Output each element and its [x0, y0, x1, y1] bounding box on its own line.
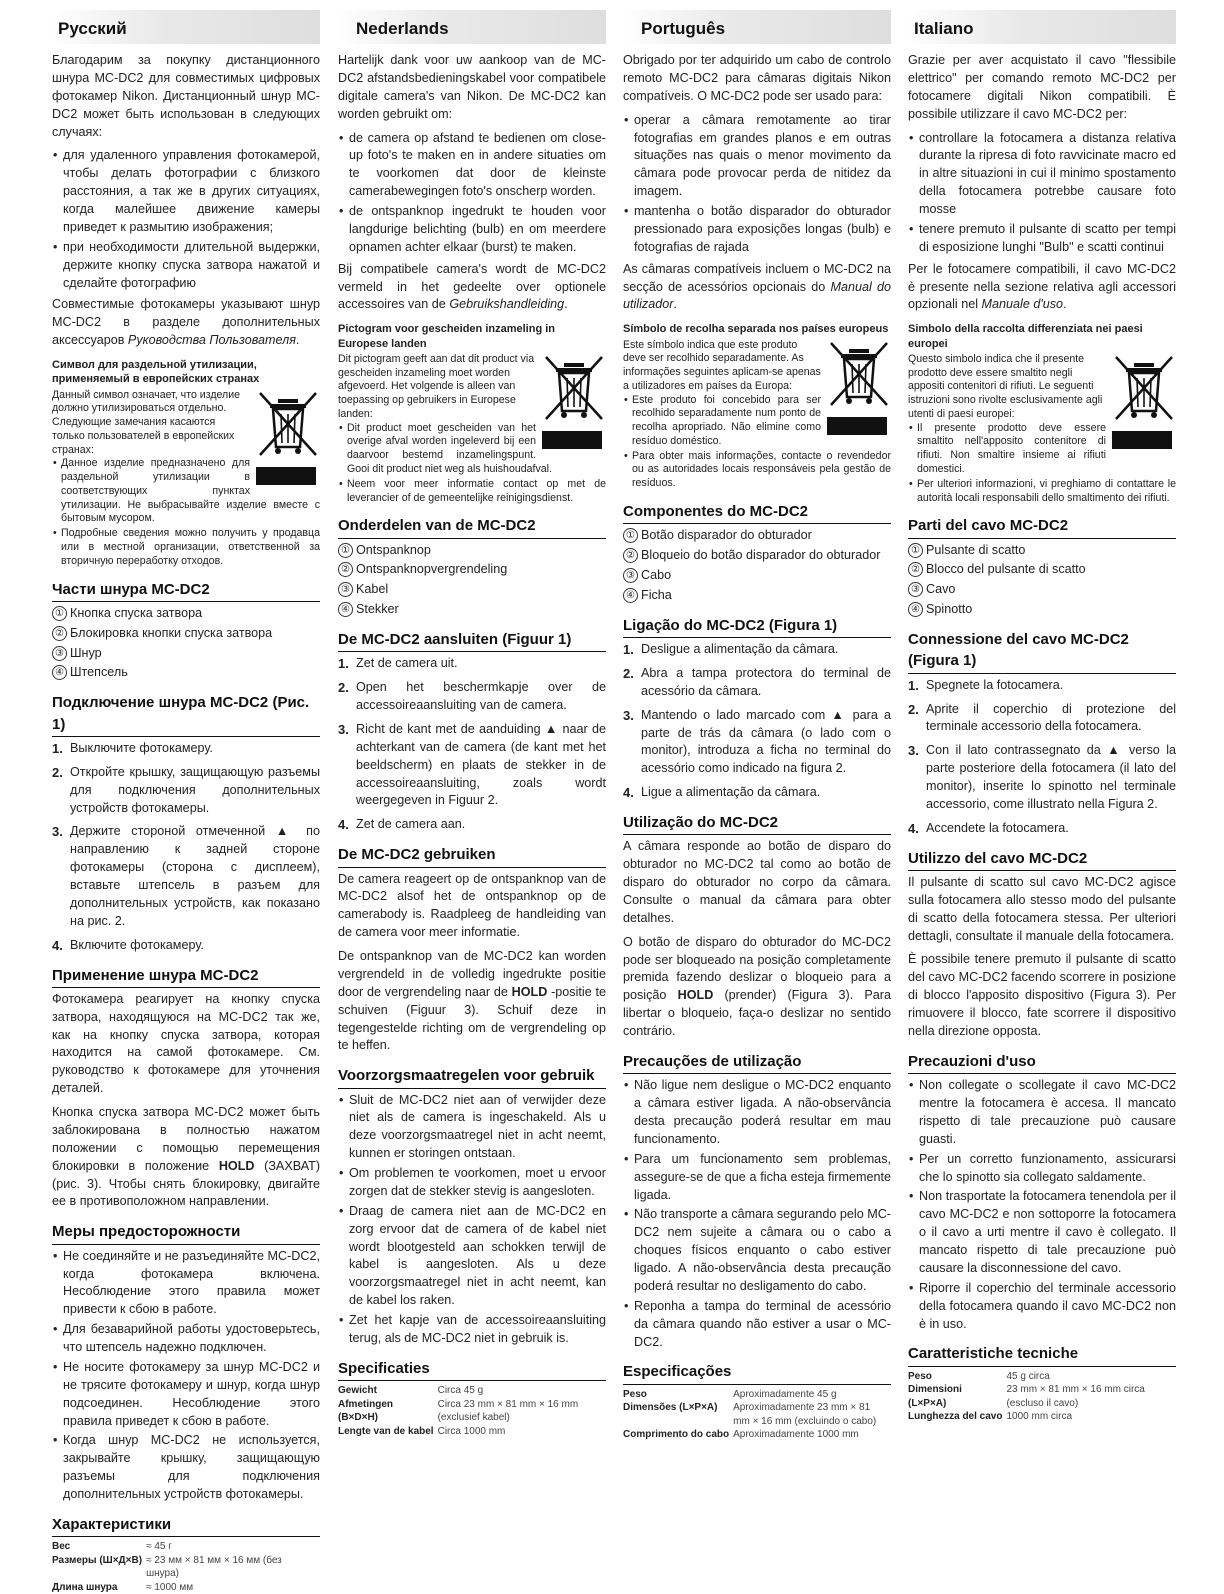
part-item	[52, 645, 320, 663]
specs-table	[623, 1388, 891, 1442]
step-text: Richt de kant met de aanduiding ▲ naar de achterkant van de camera (de kant met het beeldscherm) en plaats de stekker in de accessoireaansluiting, zoals wordt weergegeven in Figuur 2.	[356, 721, 606, 808]
intro-text: Благодарим за покупку дистанционного шнура MC-DC2 для совместимых цифровых фотокамер Nikon. Дистанционный шнур MC-DC2 может быть использован в следующих случаях:	[52, 53, 320, 139]
intro-text: Hartelijk dank voor uw aankoop van de MC-DC2 afstandsbedieningskabel voor compatibele digitale camera's van Nikon. De MC-DC2 kan worden gebruikt om:	[338, 53, 606, 121]
list-item: • Per ulteriori informazioni, vi preghiamo di contattare le autorità locali responsabili dello smaltimento dei rifiuti.	[908, 478, 1176, 506]
part-number: ④	[338, 602, 353, 617]
part-number: ④	[623, 588, 638, 603]
connect-steps	[52, 740, 320, 955]
usage-list	[338, 130, 606, 257]
step-item	[52, 937, 320, 955]
part-item	[338, 561, 606, 579]
language-column	[338, 10, 606, 1438]
spec-key: Lunghezza del cavo	[908, 1411, 1003, 1423]
specs-heading: Caratteristiche tecniche	[908, 1343, 1176, 1366]
step-number: 2.	[623, 665, 634, 681]
spec-key: Peso	[908, 1370, 932, 1382]
compatibility-note: Per le fotocamere compatibili, il cavo MC-DC2 è presente nella sezione relativa agli accessori opzionali nel Manuale d'uso.	[908, 261, 1176, 312]
disposal-list	[908, 422, 1176, 506]
language-title: Русский	[58, 19, 127, 38]
spec-value: ≈ 45 г	[146, 1541, 172, 1553]
parts-list	[623, 527, 891, 605]
language-column	[908, 10, 1176, 1424]
step-number: 4.	[908, 820, 919, 836]
step-number: 3.	[338, 721, 349, 737]
part-label: Шнур	[70, 645, 102, 660]
step-text: Включите фотокамеру.	[70, 937, 204, 952]
spec-key: Comprimento do cabo	[623, 1429, 730, 1441]
disposal-title: Símbolo de recolha separada nos países europeus	[623, 323, 889, 336]
step-item	[623, 665, 891, 701]
usage-list	[52, 147, 320, 292]
usage-list	[623, 112, 891, 257]
disposal-title: Pictogram voor gescheiden inzameling in Europese landen	[338, 323, 555, 350]
part-item	[338, 542, 606, 560]
step-text: Open het beschermkapje over de accessoireaansluiting van de camera.	[356, 680, 606, 713]
spec-key: (B×D×H)	[338, 1412, 379, 1424]
disposal-notice	[908, 322, 1176, 505]
part-number: ③	[908, 582, 923, 597]
part-item	[623, 587, 891, 605]
part-number: ③	[623, 568, 638, 583]
step-number: 3.	[908, 743, 919, 759]
part-item	[52, 664, 320, 682]
step-number: 3.	[52, 824, 63, 840]
compatibility-note: Совместимые фотокамеры указывают шнур MC-DC2 в разделе дополнительных аксессуаров Руководства Пользователя.	[52, 297, 320, 348]
part-item	[908, 601, 1176, 619]
list-item: • Dit product moet gescheiden van het overige afval worden ingeleverd bij een daarvoor bestemd inzamelingspunt. Gooi dit product niet weg als huishoudafval.	[338, 422, 606, 477]
connect-heading: Подключение шнура MC-DC2 (Рис. 1)	[52, 692, 320, 737]
hold-lock-text: De ontspanknop van de MC-DC2 kan worden vergrendeld in de volledig ingedrukte positie door de vergrendeling naar de HOLD -positie te schuiven (Figuur 3). Schuif deze in tegengestelde richting om de vergrendeling op te heffen.	[338, 949, 606, 1053]
part-item	[52, 605, 320, 623]
usage-text: De camera reageert op de ontspanknop van de MC-DC2 alsof het de ontspanknop op de camerabody is. Raadpleeg de handleiding van de camera voor meer informatie.	[338, 871, 606, 940]
spec-row	[52, 1581, 320, 1594]
part-item	[623, 547, 891, 565]
part-label: Stekker	[356, 602, 399, 617]
part-label: Cabo	[641, 568, 672, 583]
part-item	[52, 625, 320, 643]
step-item	[908, 677, 1176, 695]
connect-heading: De MC-DC2 aansluiten (Figuur 1)	[338, 629, 606, 652]
step-item	[338, 721, 606, 810]
disposal-text: Questo simbolo indica che il presente prodotto deve essere smaltito negli appositi contenitori di rifiuti. Le seguenti istruzioni sono rivolte esclusivamente agli utenti di paesi europei:	[908, 352, 1103, 420]
usage-text: A câmara responde ao botão de disparo do obturador no MC-DC2 tal como ao botão de disparo do obturador no corpo da câmara. Consulte o manual da câmara para obter detalhes.	[623, 839, 891, 925]
spec-row	[338, 1398, 582, 1412]
step-text: Держите стороной отмеченной ▲ по направлению к задней стороне фотокамеры (сторона с дисплеем), вставьте штепсель в разъем для дополнительных устройств, как показано на рис. 2.	[70, 824, 320, 928]
disposal-title: Символ для раздельной утилизации, применяемый в европейских странах	[52, 359, 260, 386]
step-text: Ligue a alimentação da câmara.	[641, 785, 821, 800]
language-header	[908, 10, 1176, 44]
spec-key: Afmetingen	[338, 1398, 393, 1410]
parts-list	[908, 542, 1176, 620]
spec-key: Вес	[52, 1541, 71, 1553]
spec-key: Peso	[623, 1388, 647, 1400]
step-text: Desligue a alimentação da câmara.	[641, 642, 839, 657]
list-item: • Не соединяйте и не разъединяйте MC-DC2, когда фотокамера включена. Несоблюдение этого правила может привести к сбою в работе.	[52, 1248, 320, 1320]
crossed-out-bin-icon	[542, 353, 606, 425]
step-item	[623, 784, 891, 802]
spec-value: Circa 1000 mm	[437, 1425, 506, 1437]
step-text: Zet de camera aan.	[356, 817, 466, 832]
step-item	[908, 820, 1176, 838]
list-item: • Когда шнур MC-DC2 не используется, закрывайте крышку, защищающую разъемы для подключения дополнительных устройств фотокамеры.	[52, 1432, 320, 1504]
part-label: Cavo	[926, 582, 956, 597]
list-item: • для удаленного управления фотокамерой, чтобы делать фотографии с близкого расстояния, а так же в других ситуациях, когда малейшее движение камеры приведет к размытию изображения;	[52, 147, 320, 236]
step-number: 4.	[338, 817, 349, 833]
disposal-notice	[623, 322, 891, 491]
spec-value: Aproximadamente 1000 mm	[733, 1429, 859, 1441]
list-item: • Il presente prodotto deve essere smaltito nell'apposito contenitore di rifiuti. Non smaltire insieme ai rifiuti domestici.	[908, 422, 1176, 477]
step-item	[52, 823, 320, 930]
precautions-heading: Precauções de utilização	[623, 1051, 891, 1074]
spec-value: (escluso il cavo)	[1006, 1397, 1079, 1409]
parts-list	[338, 542, 606, 620]
spec-row	[338, 1411, 582, 1425]
disposal-title: Simbolo della raccolta differenziata nei paesi europei	[908, 323, 1143, 350]
disposal-list	[338, 422, 606, 506]
parts-heading: Componentes do MC-DC2	[623, 501, 891, 524]
spec-row	[908, 1383, 1149, 1397]
step-text: Accendete la fotocamera.	[926, 820, 1069, 835]
usage-text: Il pulsante di scatto sul cavo MC-DC2 agisce sulla fotocamera allo stesso modo del pulsante di scatto della fotocamera stessa. Per ulteriori dettagli, consultate il manuale della fotocamera.	[908, 874, 1176, 943]
step-number: 3.	[623, 707, 634, 723]
part-number: ①	[52, 606, 67, 621]
part-item	[623, 567, 891, 585]
step-item	[623, 707, 891, 779]
hold-lock-text: O botão de disparo do obturador do MC-DC2 pode ser bloqueado na posição completamente premida fazendo deslizar o bloqueio para a posição HOLD (prender) (Figura 3). Para libertar o bloqueio, faça-o deslizar no sentido contrário.	[623, 934, 892, 1039]
compatibility-note: As câmaras compatíveis incluem o MC-DC2 na secção de acessórios opcionais do Manual do utilizador.	[623, 261, 892, 312]
connect-heading: Connessione del cavo MC-DC2 (Figura 1)	[908, 629, 1176, 674]
step-number: 1.	[52, 740, 63, 756]
part-number: ①	[338, 543, 353, 558]
spec-value: Circa 45 g	[437, 1385, 484, 1397]
spec-value: ≈ 23 мм × 81 мм × 16 мм (без шнура)	[146, 1554, 282, 1580]
crossed-out-bin-icon	[256, 389, 320, 461]
part-number: ②	[52, 626, 67, 641]
precautions-heading: Voorzorgsmaatregelen voor gebruik	[338, 1065, 606, 1088]
spec-row	[623, 1388, 891, 1402]
part-number: ②	[338, 562, 353, 577]
usage-text: Фотокамера реагирует на кнопку спуска затвора, находящуюся на MC-DC2 так же, как на кнопку спуска затвора, которая находится на самой фотокамере. См. руководство к фотокамере для уточнения деталей.	[52, 991, 320, 1096]
disposal-text: Dit pictogram geeft aan dat dit product via gescheiden inzameling moet worden afgevoerd. Het volgende is alleen van toepassing op gebruikers in Europese landen:	[338, 352, 535, 420]
list-item: • Per un corretto funzionamento, assicurarsi che lo spinotto sia collegato saldamente.	[908, 1151, 1176, 1187]
part-number: ②	[908, 562, 923, 577]
parts-heading: Onderdelen van de MC-DC2	[338, 515, 606, 538]
list-item: • de camera op afstand te bedienen om close-up foto's te maken en in andere situaties om te voorkomen dat door de kleinste camerabewegingen foto's onscherp worden.	[338, 130, 606, 202]
spec-key: Размеры (Ш×Д×В)	[52, 1554, 143, 1566]
compatibility-note: Bij compatibele camera's wordt de MC-DC2 vermeld in het gedeelte over optionele accessoires van de Gebruikshandleiding.	[338, 261, 606, 312]
connect-heading: Ligação do MC-DC2 (Figura 1)	[623, 615, 891, 638]
part-label: Bloqueio do botão disparador do obturador	[641, 548, 881, 563]
step-text: Mantendo o lado marcado com ▲ para a parte de trás da câmara (o lado com o monitor), introduza a ficha no terminal do acessório como indicado na figura 2.	[641, 707, 891, 776]
spec-row	[52, 1554, 320, 1581]
usage-heading: Utilizzo del cavo MC-DC2	[908, 848, 1176, 871]
part-label: Ficha	[641, 587, 672, 602]
spec-row	[338, 1384, 582, 1398]
part-number: ①	[623, 528, 638, 543]
parts-heading: Части шнура MC-DC2	[52, 579, 320, 602]
list-item: • Reponha a tampa do terminal de acessório da câmara quando não estiver a usar o MC-DC2.	[623, 1298, 891, 1352]
part-number: ②	[623, 548, 638, 563]
spec-row	[623, 1401, 891, 1428]
step-number: 1.	[908, 677, 919, 693]
list-item: • Draag de camera niet aan de MC-DC2 en zorg ervoor dat de camera of de kabel niet wordt blootgesteld aan schokken terwijl de kabel is aangesloten. Als u deze voorzorgsmaatregel niet in acht neemt, kan de kabel los raken.	[338, 1203, 606, 1310]
list-item: • Подробные сведения можно получить у продавца или в местной организации, ответственной за вторичную переработку отходов.	[52, 527, 320, 568]
list-item: • Para um funcionamento sem problemas, assegure-se de que a ficha esteja firmemente ligada.	[623, 1151, 891, 1205]
list-item: • Não ligue nem desligue o MC-DC2 enquanto a câmara estiver ligada. A não-observância desta precaução poderá resultar em mau funcionamento.	[623, 1077, 891, 1149]
spec-row	[908, 1410, 1149, 1424]
specs-table	[52, 1540, 320, 1594]
crossed-out-bin-icon	[1112, 353, 1176, 425]
connect-steps	[623, 641, 891, 802]
spec-value: ≈ 1000 мм	[146, 1581, 194, 1593]
connect-steps	[338, 655, 606, 834]
part-number: ④	[908, 602, 923, 617]
list-item: • Zet het kapje van de accessoireaansluiting terug, als de MC-DC2 niet in gebruik is.	[338, 1312, 606, 1348]
precautions-list	[52, 1248, 320, 1504]
spec-row	[908, 1370, 1149, 1384]
part-item	[338, 601, 606, 619]
language-title: Português	[641, 19, 726, 38]
step-number: 2.	[338, 680, 349, 696]
step-text: Aprite il coperchio di protezione del terminale accessorio della fotocamera.	[926, 701, 1176, 734]
step-item	[623, 641, 891, 659]
part-number: ④	[52, 665, 67, 680]
part-item	[623, 527, 891, 545]
language-title: Italiano	[914, 19, 974, 38]
spec-key: Длина шнура	[52, 1581, 118, 1593]
step-item	[338, 655, 606, 673]
list-item: • Para obter mais informações, contacte o revendedor ou as autoridades locais responsáveis pela gestão de resíduos.	[623, 450, 891, 491]
spec-key: (L×P×A)	[908, 1397, 947, 1409]
spec-value: 23 mm × 81 mm × 16 mm circa	[1006, 1384, 1145, 1396]
step-item	[52, 764, 320, 818]
part-label: Ontspanknopvergrendeling	[356, 562, 508, 577]
language-header	[52, 10, 320, 44]
step-item	[908, 701, 1176, 737]
precautions-heading: Precauzioni d'uso	[908, 1051, 1176, 1074]
list-item: • operar a câmara remotamente ao tirar fotografias em grandes planos e em outras situações nas quais o menor movimento da câmara pode provocar perda de nitidez da imagem.	[623, 112, 891, 201]
step-number: 2.	[908, 701, 919, 717]
part-item	[338, 581, 606, 599]
hold-lock-text: È possibile tenere premuto il pulsante di scatto del cavo MC-DC2 facendo scorrere in posizione di blocco l'apposito dispositivo (Figura 3). Per rimuovere il blocco, fate scorrere il dispositivo nella direzione opposta.	[908, 952, 1176, 1038]
specs-heading: Especificações	[623, 1361, 891, 1384]
disposal-notice	[52, 358, 320, 569]
step-number: 4.	[52, 937, 63, 953]
step-item	[908, 742, 1176, 814]
precautions-list	[623, 1077, 891, 1351]
part-label: Pulsante di scatto	[926, 542, 1026, 557]
part-item	[908, 581, 1176, 599]
list-item: • при необходимости длительной выдержки, держите кнопку спуска затвора нажатой и сделайте фотографию	[52, 239, 320, 293]
language-title: Nederlands	[356, 19, 449, 38]
part-label: Spinotto	[926, 602, 973, 617]
step-text: Con il lato contrassegnato da ▲ verso la parte posteriore della fotocamera (il lato del monitor), inserite lo spinotto nel terminale accessorio, come illustrato nella Figura 2.	[926, 743, 1176, 811]
specs-table	[338, 1384, 606, 1438]
part-label: Kabel	[356, 582, 389, 597]
connect-steps	[908, 677, 1176, 838]
hold-lock-text: Кнопка спуска затвора MC-DC2 может быть заблокирована в полностью нажатом положении с помощью перемещения блокировки в положение HOLD (ЗАХВАТ) (рис. 3). Чтобы снять блокировку, двигайте ее в противоположном направлении.	[52, 1105, 321, 1209]
disposal-notice	[338, 322, 606, 505]
spec-value: (exclusief kabel)	[437, 1412, 510, 1424]
part-item	[908, 561, 1176, 579]
step-item	[338, 816, 606, 834]
spec-value: Aproximadamente 45 g	[733, 1388, 837, 1400]
list-item: • Riporre il coperchio del terminale accessorio della fotocamera quando il cavo MC-DC2 non è in uso.	[908, 1280, 1176, 1334]
step-item	[52, 740, 320, 758]
language-column	[52, 10, 320, 1594]
step-text: Откройте крышку, защищающую разъемы для подключения дополнительных устройств фотокамеры.	[70, 764, 320, 815]
disposal-text: Данный символ означает, что изделие должно утилизироваться отдельно. Следующие замечания касаются только пользователей в европейских странах:	[52, 388, 241, 456]
step-text: Zet de camera uit.	[356, 656, 458, 671]
list-item: • Данное изделие предназначено для раздельной утилизации в соответствующих пунктах утилизации. Не выбрасывайте изделие вместе с бытовым мусором.	[52, 457, 320, 526]
step-item	[338, 679, 606, 715]
list-item: • Este produto foi concebido para ser recolhido separadamente num ponto de recolha apropriado. Não elimine como resíduo doméstico.	[623, 394, 891, 449]
step-text: Abra a tampa protectora do terminal de acessório da câmara.	[641, 665, 891, 698]
part-label: Botão disparador do obturador	[641, 528, 812, 543]
part-number: ③	[338, 582, 353, 597]
spec-key: Gewicht	[338, 1385, 377, 1397]
specs-table	[908, 1370, 1176, 1424]
part-label: Blocco del pulsante di scatto	[926, 562, 1086, 577]
list-item: • Non collegate o scollegate il cavo MC-DC2 mentre la fotocamera è accesa. Il mancato rispetto di tale precauzione può causare guasti.	[908, 1077, 1176, 1149]
usage-heading: De MC-DC2 gebruiken	[338, 844, 606, 867]
part-label: Ontspanknop	[356, 542, 431, 557]
usage-heading: Utilização do MC-DC2	[623, 812, 891, 835]
language-header	[623, 10, 891, 44]
step-number: 2.	[52, 764, 63, 780]
list-item: • Для безаварийной работы удостоверьтесь, что штепсель надежно подключен.	[52, 1321, 320, 1357]
spec-key: Dimensioni	[908, 1384, 962, 1396]
disposal-text: Este símbolo indica que este produto deve ser recolhido separadamente. As informações seguintes aplicam-se apenas a utilizadores em países da Europa:	[623, 338, 821, 392]
part-label: Блокировка кнопки спуска затвора	[70, 625, 273, 640]
part-label: Кнопка спуска затвора	[70, 605, 203, 620]
spec-row	[908, 1397, 1149, 1411]
intro-text: Obrigado por ter adquirido um cabo de controlo remoto MC-DC2 para câmaras digitais Nikon compatíveis. O MC-DC2 pode ser usado para:	[623, 53, 891, 103]
list-item: • tenere premuto il pulsante di scatto per tempi di esposizione lunghi "Bulb" e scatti continui	[908, 221, 1176, 257]
step-number: 1.	[338, 656, 349, 672]
specs-heading: Specificaties	[338, 1358, 606, 1381]
list-item: • Neem voor meer informatie contact op met de leverancier of de gemeentelijke reinigingsdienst.	[338, 478, 606, 506]
precautions-list	[908, 1077, 1176, 1333]
list-item: • Om problemen te voorkomen, moet u ervoor zorgen dat de stekker stevig is aangesloten.	[338, 1165, 606, 1201]
specs-heading: Характеристики	[52, 1514, 320, 1537]
disposal-list	[623, 394, 891, 491]
spec-row	[52, 1540, 320, 1554]
parts-list	[52, 605, 320, 683]
spec-key: Lengte van de kabel	[338, 1425, 434, 1437]
precautions-list	[338, 1092, 606, 1348]
language-column	[623, 10, 891, 1442]
disposal-list	[52, 457, 320, 568]
spec-row	[623, 1428, 891, 1442]
spec-value: Aproximadamente 23 mm × 81 mm × 16 mm (excluindo o cabo)	[733, 1402, 877, 1427]
list-item: • de ontspanknop ingedrukt te houden voor langdurige belichting (bulb) en om meerdere opnamen achter elkaar (burst) te maken.	[338, 203, 606, 257]
usage-heading: Применение шнура MC-DC2	[52, 965, 320, 988]
intro-text: Grazie per aver acquistato il cavo "flessibile elettrico" per comando remoto MC-DC2 per fotocamere digitali Nikon compatibili. È possibile utilizzare il cavo MC-DC2 per:	[908, 53, 1176, 121]
spec-value: Circa 23 mm × 81 mm × 16 mm	[437, 1398, 579, 1410]
part-number: ③	[52, 646, 67, 661]
part-label: Штепсель	[70, 665, 128, 680]
spec-row	[338, 1425, 582, 1439]
list-item: • mantenha o botão disparador do obturador pressionado para exposições longas (bulb) e fotografias de rajada	[623, 203, 891, 257]
spec-value: 1000 mm circa	[1006, 1411, 1073, 1423]
part-number: ①	[908, 543, 923, 558]
parts-heading: Parti del cavo MC-DC2	[908, 515, 1176, 538]
spec-value: 45 g circa	[1006, 1370, 1050, 1382]
list-item: • controllare la fotocamera a distanza relativa durante la ripresa di foto ravvicinate macro ed in altre situazioni in cui il minimo spostamento della fotocamera potrebbe causare foto mosse	[908, 130, 1176, 219]
spec-key: Dimensões (L×P×A)	[623, 1402, 718, 1414]
list-item: • Não transporte a câmara segurando pelo MC-DC2 nem sujeite a câmara ou o cabo a choques físicos enquanto o cabo estiver ligado. A não-observância desta precaução poderá resultar no desligamento do cabo.	[623, 1206, 891, 1295]
precautions-heading: Меры предосторожности	[52, 1221, 320, 1244]
step-text: Spegnete la fotocamera.	[926, 677, 1064, 692]
step-number: 4.	[623, 785, 634, 801]
part-item	[908, 542, 1176, 560]
language-header	[338, 10, 606, 44]
usage-list	[908, 130, 1176, 257]
list-item: • Не носите фотокамеру за шнур MC-DC2 и не трясите фотокамеру и шнур, когда шнур подсоединен. Несоблюдение этого правила приведет к сбою в работе.	[52, 1359, 320, 1431]
step-number: 1.	[623, 642, 634, 658]
list-item: • Non trasportate la fotocamera tenendola per il cavo MC-DC2 e non sottoporre la fotocamera o il cavo a urti mentre il cavo è collegato. Il mancato rispetto di tale precauzione può causare la disconnessione del cavo.	[908, 1188, 1176, 1277]
step-text: Выключите фотокамеру.	[70, 740, 213, 755]
list-item: • Sluit de MC-DC2 niet aan of verwijder deze niet als de camera is ingeschakeld. Als u deze voorzorgsmaatregel niet in acht neemt, kunnen er storingen ontstaan.	[338, 1092, 606, 1164]
